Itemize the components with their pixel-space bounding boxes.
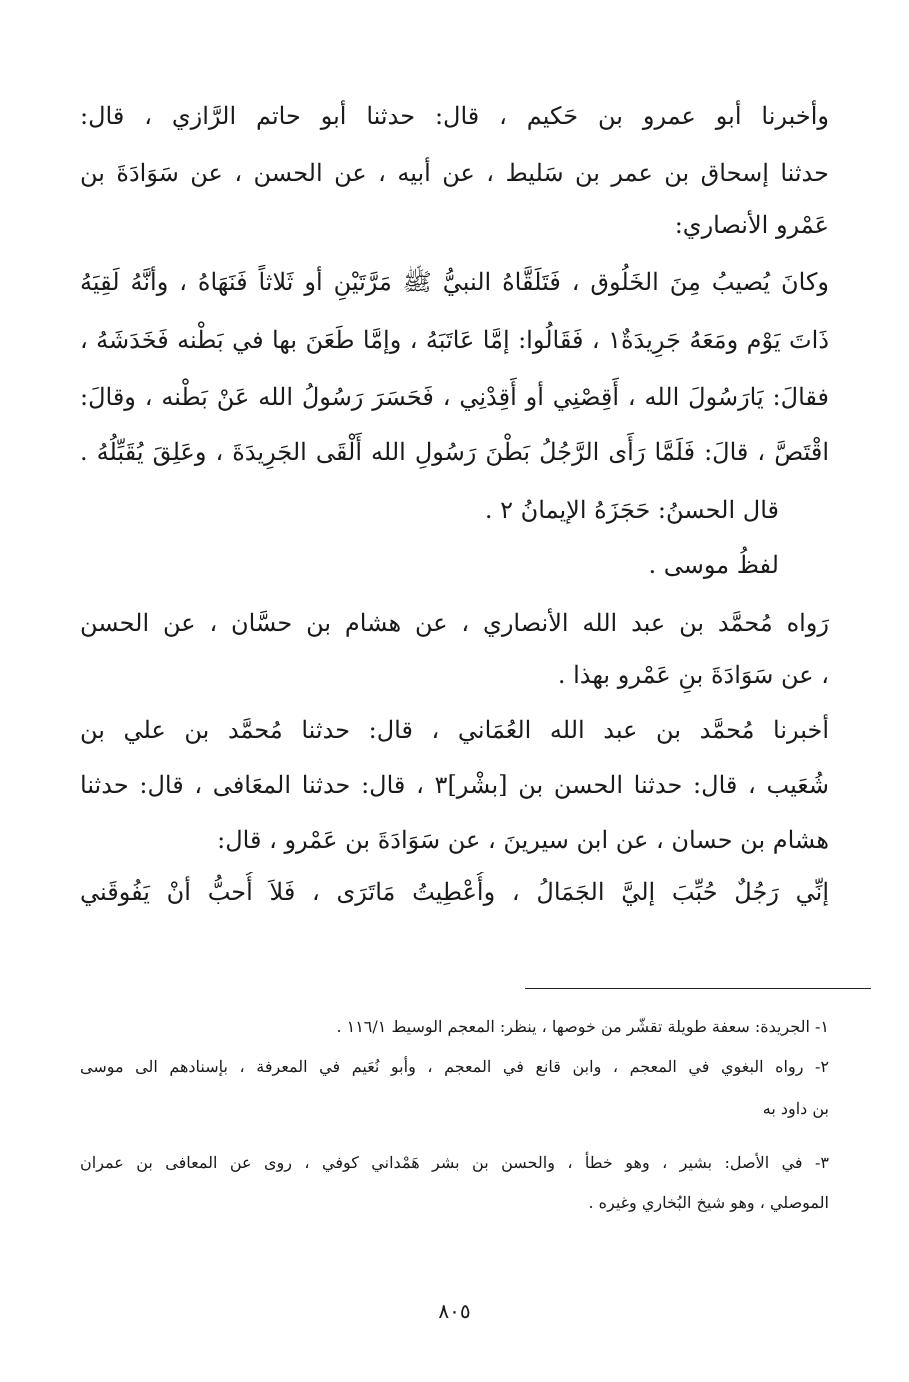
footnote-divider: [525, 988, 871, 989]
footnote-2-continued: بن داود به: [762, 1099, 829, 1118]
text-line-10: رَواه مُحمَّد بن عبد الله الأنصاري ، عن هشام بن حسَّان ، عن الحسن: [80, 609, 829, 637]
text-line-14: هشام بن حسان ، عن ابن سيرينَ ، عن سَوَادَةَ بن عَمْرو ، قال:: [217, 826, 829, 854]
text-line-7: اقْتَصَّ ، قالَ: فَلَمَّا رَأَى الرَّجُلُ بَطْنَ رَسُولِ الله أَلْقَى الجَرِيدَةَ ، وعَلِقَ يُقَبِّلُهُ .: [80, 438, 829, 466]
text-line-1: وأخبرنا أبو عمرو بن حَكيم ، قال: حدثنا أبو حاتم الرَّازي ، قال:: [80, 102, 829, 130]
text-line-12: أخبرنا مُحمَّد بن عبد الله العُمَاني ، قال: حدثنا مُحمَّد بن علي بن: [80, 716, 829, 744]
text-line-2: حدثنا إسحاق بن عمر بن سَليط ، عن أبيه ، عن الحسن ، عن سَوَادَةَ بن: [80, 159, 829, 187]
footnote-1: ١- الجريدة: سعفة طويلة تقشّر من خوصها ، ينظر: المعجم الوسيط ١١٦/١ .: [336, 1017, 829, 1036]
text-line-8: قال الحسنُ: حَجَزَهُ الإيمانُ ٢ .: [484, 496, 779, 524]
page-number: ٨٠٥: [438, 1299, 471, 1323]
text-line-4: وكانَ يُصيبُ مِنَ الخَلُوق ، فَتَلَقَّاهُ النبيُّ ﷺ مَرَّتَيْنِ أو ثَلاثاً فَنَهَاهُ ، وأنَّهُ لَقِيَهُ: [80, 268, 829, 296]
text-line-3: عَمْرو الأنصاري:: [674, 211, 829, 239]
text-line-6: فقالَ: يَارَسُولَ الله ، أَقِصْنِي أو أَقِدْنِي ، فَحَسَرَ رَسُولُ الله عَنْ بَطْنه ، وقالَ:: [80, 383, 829, 411]
footnote-3: ٣- في الأصل: بشير ، وهو خطأ ، والحسن بن بشر هَمْداني كوفي ، روى عن المعافى بن عمران: [80, 1153, 829, 1172]
footnote-2: ٢- رواه البغوي في المعجم ، وابن قانع في المعجم ، وأبو نُعَيم في المعرفة ، بإسنادهم الى موسى: [80, 1057, 829, 1076]
text-line-9: لفظُ موسى .: [648, 551, 779, 579]
text-line-5: ذَاتَ يَوْم ومَعَهُ جَرِيدَةٌ١ ، فَقَالُوا: إمَّا عَاتَبَهُ ، وإمَّا طَعَنَ بها في بَطْنه فَخَدَشَهُ ،: [80, 326, 829, 354]
text-line-15: إنِّي رَجُلٌ حُبِّبَ إليَّ الجَمَالُ ، وأُعْطِيتُ مَاتَرَى ، فَلاَ أُحبُّ أنْ يَفُوقَني: [80, 878, 829, 906]
text-line-11: ، عن سَوَادَةَ بنِ عَمْرو بهذا .: [557, 661, 829, 689]
footnote-3-continued: الموصلي ، وهو شيخ البُخاري وغيره .: [588, 1193, 829, 1212]
text-line-13: شُعَيب ، قال: حدثنا الحسن بن [بشْر]٣ ، قال: حدثنا المعَافى ، قال: حدثنا: [80, 771, 829, 799]
